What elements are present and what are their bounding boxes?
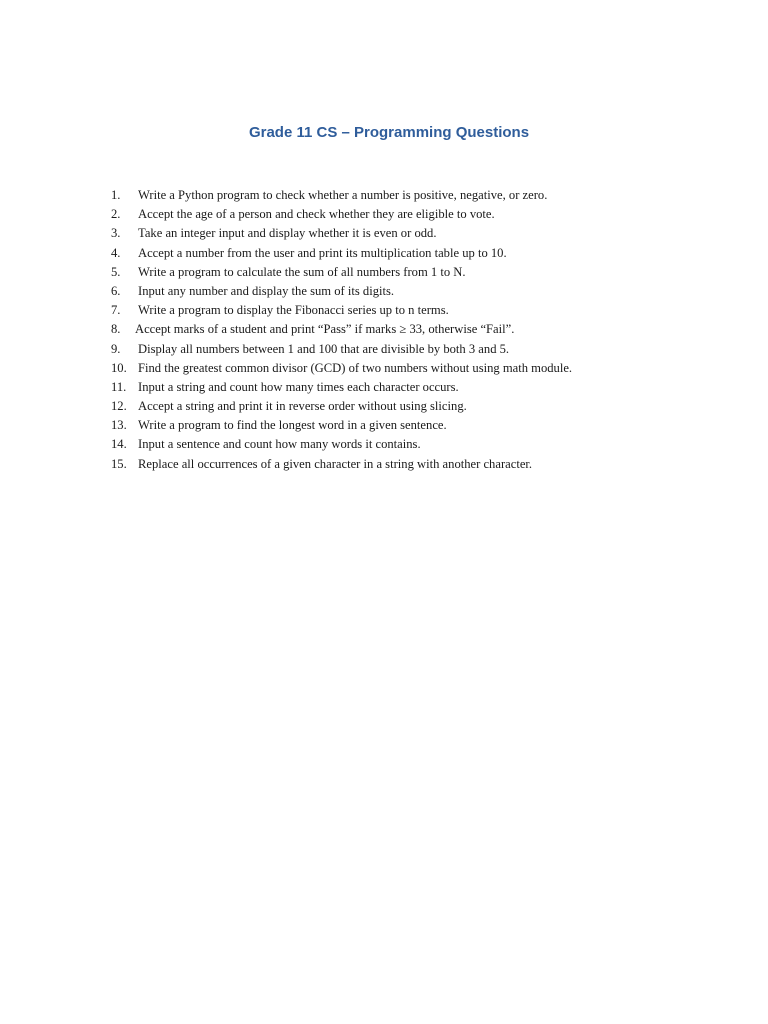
question-text: Write a Python program to check whether a number is positive, negative, or zero.	[138, 188, 548, 202]
question-item	[111, 320, 731, 339]
question-item	[111, 435, 731, 454]
question-number: 13.	[111, 418, 127, 433]
question-item	[111, 455, 731, 474]
question-item	[111, 282, 731, 301]
question-text: Take an integer input and display whether it is even or odd.	[138, 226, 437, 241]
question-number: 3.	[111, 226, 121, 241]
question-text: Input a string and count how many times each character occurs.	[138, 379, 459, 394]
question-number: 15.	[111, 456, 127, 471]
question-text: Write a program to find the longest word in a given sentence.	[138, 418, 447, 433]
question-number: 11.	[111, 379, 127, 394]
question-number: 12.	[111, 399, 127, 414]
question-text: Accept a string and print it in reverse order without using slicing.	[138, 399, 467, 414]
question-item	[111, 416, 731, 435]
question-text: Accept the age of a person and check whether they are eligible to vote.	[138, 207, 495, 222]
question-number: 7.	[111, 303, 121, 318]
question-number: 8.	[111, 322, 121, 337]
question-number: 10.	[111, 360, 127, 375]
question-text: Accept a number from the user and print its multiplication table up to 10.	[138, 245, 507, 260]
question-number: 9.	[111, 341, 121, 356]
questions-list	[111, 186, 731, 474]
question-item	[111, 186, 731, 205]
question-text: Accept marks of a student and print “Pass” if marks ≥ 33, otherwise “Fail”.	[135, 322, 515, 337]
question-number: 4.	[111, 245, 121, 260]
question-item	[111, 359, 731, 378]
question-item	[111, 397, 731, 416]
question-text: Replace all occurrences of a given character in a string with another character.	[138, 456, 533, 471]
question-item	[111, 244, 731, 263]
question-item	[111, 263, 731, 282]
question-item	[111, 301, 731, 320]
question-number: 6.	[111, 283, 121, 298]
question-text: Input any number and display the sum of its digits.	[138, 283, 395, 298]
question-text: Input a sentence and count how many words it contains.	[138, 437, 421, 452]
question-item	[111, 224, 731, 243]
question-number: 14.	[111, 437, 127, 452]
question-number: 1.	[111, 188, 121, 202]
question-text: Write a program to display the Fibonacci series up to n terms.	[138, 303, 449, 318]
question-text: Write a program to calculate the sum of all numbers from 1 to N.	[138, 264, 466, 279]
question-text: Display all numbers between 1 and 100 that are divisible by both 3 and 5.	[138, 341, 510, 356]
question-item	[111, 378, 731, 397]
question-number: 5.	[111, 264, 121, 279]
question-item	[111, 205, 731, 224]
question-number: 2.	[111, 207, 121, 222]
question-item	[111, 340, 731, 359]
question-text: Find the greatest common divisor (GCD) of two numbers without using math module.	[138, 360, 573, 375]
document-title: Grade 11 CS – Programming Questions	[248, 124, 530, 141]
